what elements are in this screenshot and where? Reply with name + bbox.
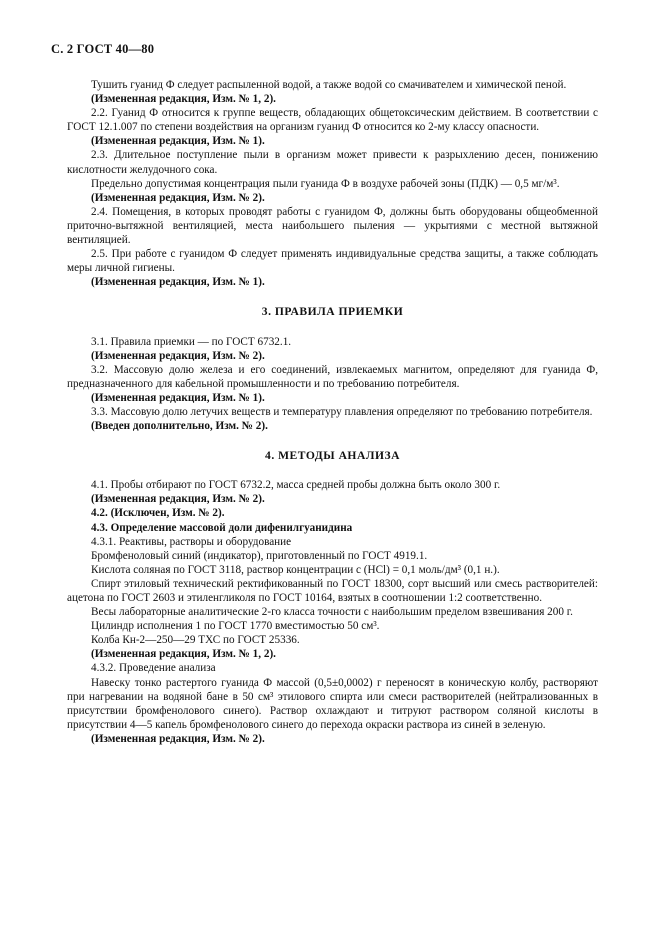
- section-4-title: 4. МЕТОДЫ АНАЛИЗА: [265, 449, 400, 463]
- paragraph: 2.4. Помещения, в которых проводят работы с гуанидом Ф, должны быть оборудованы общеобменной приточно-вытяжной вентиляцией, места наибольшего пыления — укрытиями с местной вытяжной вентиляцией.: [67, 205, 598, 247]
- paragraph: 2.3. Длительное поступление пыли в организм может привести к разрыхлению десен, понижению кислотности желудочного сока.: [67, 149, 598, 176]
- paragraph: 3.2. Массовую долю железа и его соединений, извлекаемых магнитом, определяют для гуанида Ф, предназначенного для кабельной промышленности и по требованию потребителя.: [67, 363, 598, 390]
- section-3-body: [67, 335, 598, 434]
- amendment-note: (Измененная редакция, Изм. № 2).: [91, 732, 265, 745]
- amendment-note: (Измененная редакция, Изм. № 1).: [91, 276, 265, 289]
- paragraph: 4.3.2. Проведение анализа: [91, 662, 216, 675]
- amendment-note: (Измененная редакция, Изм. № 1, 2).: [91, 648, 276, 661]
- paragraph: Колба Кн-2—250—29 ТХС по ГОСТ 25336.: [91, 634, 300, 647]
- amendment-note: (Измененная редакция, Изм. № 2).: [91, 493, 265, 506]
- paragraph: Предельно допустимая концентрация пыли гуанида Ф в воздухе рабочей зоны (ПДК) — 0,5 мг/м³.: [91, 177, 560, 190]
- amendment-note: (Измененная редакция, Изм. № 1).: [91, 135, 265, 148]
- amendment-note: (Измененная редакция, Изм. № 1).: [91, 391, 265, 404]
- paragraph: 3.3. Массовую долю летучих веществ и температуру плавления определяют по требованию потребителя.: [91, 405, 593, 418]
- paragraph: Кислота соляная по ГОСТ 3118, раствор концентрации с (HCl) = 0,1 моль/дм³ (0,1 н.).: [91, 563, 500, 576]
- section-4-body: [67, 478, 598, 746]
- amendment-note: 4.3. Определение массовой доли дифенилгуанидина: [91, 521, 353, 534]
- amendment-note: (Введен дополнительно, Изм. № 2).: [91, 420, 268, 433]
- paragraph: 2.5. При работе с гуанидом Ф следует применять индивидуальные средства защиты, а также соблюдать меры личной гигиены.: [67, 248, 598, 275]
- amendment-note: (Измененная редакция, Изм. № 2).: [91, 349, 265, 362]
- paragraph: 3.1. Правила приемки — по ГОСТ 6732.1.: [91, 335, 292, 348]
- paragraph: Навеску тонко растертого гуанида Ф массой (0,5±0,0002) г переносят в коническую колбу, растворяют при нагревании на водяной бане в 50 см³ этилового спирта или смеси растворителей (нейтрализованных в присутствии бромфенолового синего). Раствор охлаждают и титруют раствором соляной кислоты в присутствии 4—5 капель бромфенолового синего до перехода окраски раствора из синей в зеленую.: [67, 676, 598, 731]
- section-2-continuation: [67, 78, 598, 289]
- paragraph: Спирт этиловый технический ректификованный по ГОСТ 18300, сорт высший или смесь растворителей: ацетона по ГОСТ 2603 и этиленгликоля по ГОСТ 10164, взятых в соотношении 1:2 соответственно.: [67, 577, 598, 604]
- section-3-title: 3. ПРАВИЛА ПРИЕМКИ: [261, 305, 404, 319]
- page-header: С. 2 ГОСТ 40—80: [51, 42, 155, 56]
- paragraph: Бромфеноловый синий (индикатор), приготовленный по ГОСТ 4919.1.: [91, 549, 428, 562]
- amendment-note: (Измененная редакция, Изм. № 1, 2).: [91, 93, 276, 106]
- paragraph: 2.2. Гуанид Ф относится к группе веществ, обладающих общетоксическим действием. В соответствии с ГОСТ 12.1.007 по степени воздействия на организм гуанид Ф относится ко 2-му классу опасности.: [67, 107, 598, 134]
- paragraph: 4.3.1. Реактивы, растворы и оборудование: [91, 535, 292, 548]
- document-body: [67, 78, 598, 746]
- paragraph: Весы лабораторные аналитические 2-го класса точности с наибольшим пределом взвешивания 200 г.: [91, 606, 573, 619]
- amendment-note: (Измененная редакция, Изм. № 2).: [91, 191, 265, 204]
- paragraph: 4.1. Пробы отбирают по ГОСТ 6732.2, масса средней пробы должна быть около 300 г.: [91, 479, 501, 492]
- amendment-note: 4.2. (Исключен, Изм. № 2).: [91, 507, 225, 520]
- paragraph: Цилиндр исполнения 1 по ГОСТ 1770 вместимостью 50 см³.: [91, 620, 380, 633]
- paragraph: Тушить гуанид Ф следует распыленной водой, а также водой со смачивателем и химической пеной.: [91, 79, 567, 91]
